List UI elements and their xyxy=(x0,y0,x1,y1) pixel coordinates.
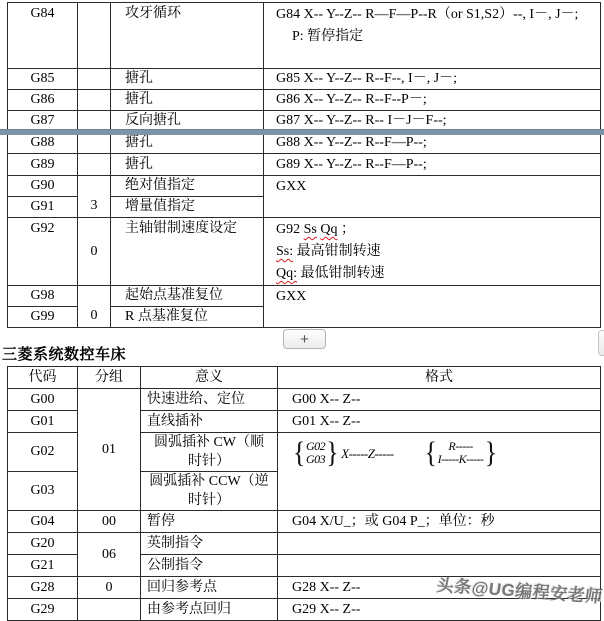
cell-code: G89 xyxy=(8,154,78,176)
cell-group-merged: 01 xyxy=(78,389,141,511)
cell-meaning: 搪孔 xyxy=(111,154,264,176)
watermark: 头条@UG编程安老师 xyxy=(435,575,604,607)
cell-meaning: R 点基准复位 xyxy=(111,307,264,328)
cell-format: G01 X-- Z-- xyxy=(278,411,601,433)
format-line: Ss: 最高钳制转速 xyxy=(276,244,381,259)
cell-format: G04 X/U_；或 G04 P_；单位：秒 xyxy=(278,511,601,533)
cell-meaning: 攻牙循环 xyxy=(111,3,264,69)
cell-group: 0 xyxy=(78,218,111,286)
cell-format-merged: GXX xyxy=(264,176,601,218)
cell-meaning: 圆弧插补 CW（顺时针） xyxy=(141,433,278,472)
cell-group-merged: 0 xyxy=(78,286,111,328)
table-row xyxy=(8,577,601,599)
cell-meaning: 英制指令 xyxy=(141,533,278,555)
cell-group: 0 xyxy=(78,577,141,599)
cell-format: G29 X-- Z-- xyxy=(278,599,601,621)
cell-group-merged: 06 xyxy=(78,533,141,577)
cell-format: G88 X-- Y--Z-- R--F—P--; xyxy=(264,132,601,154)
cell-format: G28 X-- Z-- xyxy=(278,577,601,599)
table-row xyxy=(8,533,601,555)
cell-format xyxy=(264,218,601,286)
header-code: 代码 xyxy=(8,367,78,389)
header-format: 格式 xyxy=(278,367,601,389)
table-row xyxy=(8,90,601,111)
cell-format: G86 X-- Y--Z-- R--F--P－; xyxy=(264,90,601,111)
cell-code: G87 xyxy=(8,111,78,132)
spellcheck-token: Ss: xyxy=(276,244,294,259)
cell-meaning: 回归参考点 xyxy=(141,577,278,599)
cell-code: G88 xyxy=(8,132,78,154)
cell-code: G92 xyxy=(8,218,78,286)
cell-group xyxy=(78,154,111,176)
header-group: 分组 xyxy=(78,367,141,389)
table-row xyxy=(8,69,601,90)
cell-code: G20 xyxy=(8,533,78,555)
spellcheck-token: Qq xyxy=(320,222,338,237)
cell-code: G01 xyxy=(8,411,78,433)
format-line: G92 Ss Qq ； xyxy=(276,222,355,237)
cell-code: G85 xyxy=(8,69,78,90)
cell-format: G87 X-- Y--Z-- R-- I－J－F--; xyxy=(264,111,601,132)
cell-meaning: 由参考点回归 xyxy=(141,599,278,621)
insert-row-button[interactable] xyxy=(283,329,326,349)
cell-meaning: 增量值指定 xyxy=(111,197,264,218)
cell-meaning: 搪孔 xyxy=(111,90,264,111)
format-note: P: 暂停指定 xyxy=(292,29,364,44)
cell-code: G04 xyxy=(8,511,78,533)
cell-meaning: 暂停 xyxy=(141,511,278,533)
insert-column-button-partial[interactable] xyxy=(598,330,604,356)
cell-code: G91 xyxy=(8,197,78,218)
table-split-divider xyxy=(0,129,604,135)
cell-group xyxy=(78,599,141,621)
cell-format xyxy=(278,555,601,577)
cell-meaning: 绝对值指定 xyxy=(111,176,264,197)
cell-code: G29 xyxy=(8,599,78,621)
gcode-table-top xyxy=(7,2,601,328)
cell-format xyxy=(278,533,601,555)
table-header-row xyxy=(8,367,601,389)
brace-open: { xyxy=(293,435,305,470)
table-row xyxy=(8,389,601,411)
table-row xyxy=(8,154,601,176)
format-line: G84 X-- Y--Z-- R—F—P--R（or S1,S2）--, I－, J－; xyxy=(276,7,579,22)
cell-meaning: 快速进给、定位 xyxy=(141,389,278,411)
table-row xyxy=(8,176,601,197)
cell-meaning: 搪孔 xyxy=(111,132,264,154)
spellcheck-token: Qq: xyxy=(276,266,297,281)
cell-code: G00 xyxy=(8,389,78,411)
cell-meaning: 圆弧插补 CCW（逆时针） xyxy=(141,472,278,511)
cell-group-merged: 3 xyxy=(78,176,111,218)
cell-code: G28 xyxy=(8,577,78,599)
plus-icon: + xyxy=(300,330,309,348)
cell-format: G89 X-- Y--Z-- R--F—P--; xyxy=(264,154,601,176)
table-row xyxy=(8,3,601,69)
table-row xyxy=(8,218,601,286)
brace-close: } xyxy=(484,435,497,470)
cell-format-formula xyxy=(278,433,601,511)
cell-meaning: 搪孔 xyxy=(111,69,264,90)
cell-format: G85 X-- Y--Z-- R--F--, I－, J－; xyxy=(264,69,601,90)
cell-meaning: 主轴钳制速度设定 xyxy=(111,218,264,286)
cell-format xyxy=(264,3,601,69)
cell-code: G21 xyxy=(8,555,78,577)
cell-code: G86 xyxy=(8,90,78,111)
cell-group xyxy=(78,90,111,111)
brace-close: } xyxy=(326,435,339,470)
table-row xyxy=(8,511,601,533)
cell-meaning: 起始点基准复位 xyxy=(111,286,264,307)
cell-code: G03 xyxy=(8,472,78,511)
cell-meaning: 公制指令 xyxy=(141,555,278,577)
cell-code: G99 xyxy=(8,307,78,328)
spellcheck-token: Ss xyxy=(303,222,317,237)
cell-code: G98 xyxy=(8,286,78,307)
cell-group: 00 xyxy=(78,511,141,533)
cell-format-merged: GXX xyxy=(264,286,601,328)
header-meaning: 意义 xyxy=(141,367,278,389)
table-row xyxy=(8,599,601,621)
section-title: 三菱系统数控车床 xyxy=(2,347,127,363)
cell-code: G02 xyxy=(8,433,78,472)
cell-group xyxy=(78,3,111,69)
mitsubishi-lathe-gcode-table xyxy=(7,366,601,621)
format-line: Qq: 最低钳制转速 xyxy=(276,266,385,281)
cell-meaning: 直线插补 xyxy=(141,411,278,433)
table-row xyxy=(8,286,601,307)
cell-format: G00 X-- Z-- xyxy=(278,389,601,411)
cell-group xyxy=(78,69,111,90)
cell-code: G84 xyxy=(8,3,78,69)
brace-open: { xyxy=(424,435,437,470)
cell-meaning: 反向搪孔 xyxy=(111,111,264,132)
cell-code: G90 xyxy=(8,176,78,197)
gcode-formula: { G02 G03 } X-----Z----- { R----- I-----K----- } xyxy=(293,435,497,470)
